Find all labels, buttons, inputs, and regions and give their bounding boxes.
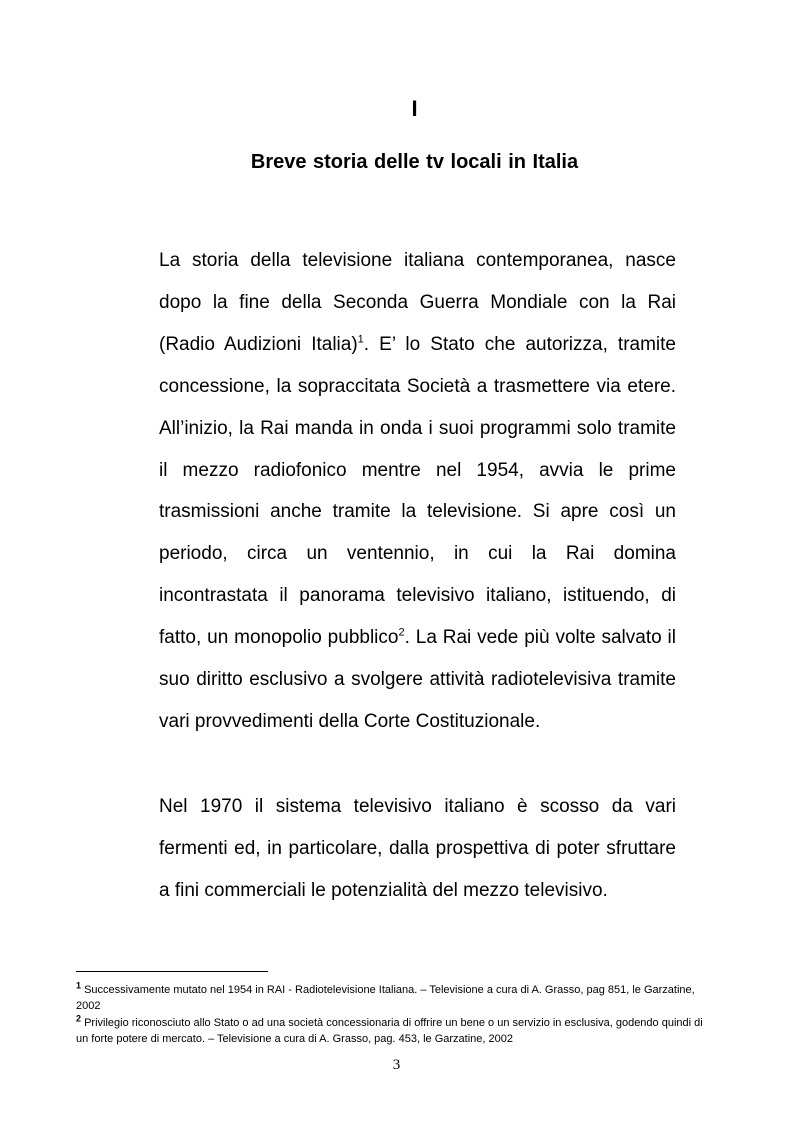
body-paragraph-2: Nel 1970 il sistema televisivo italiano è scosso da vari fermenti ed, in particolare, dalla prospettiva di poter sfruttare a fini commerciali le potenzialità del mezzo televisivo. [159,796,676,901]
body-paragraph-1 [159,240,676,743]
footnote-divider [76,971,268,972]
footnote-mark: 1 [76,980,82,991]
paragraph-text: La storia della televisione italiana contemporanea, nasce dopo la fine della Seconda Guerra Mondiale con la Rai (Radio Audizioni Italia) [159,250,676,355]
footnote-mark: 2 [76,1013,82,1024]
footnote-2 [76,1015,716,1047]
footnote-ref-1: 1 [357,333,364,346]
footnote-ref-2: 2 [398,626,405,639]
footnote-text: Privilegio riconosciuto allo Stato o ad una società concessionaria di offrire un bene o un servizio in esclusiva, godendo quindi di un forte potere di mercato. – Televisione a cura di A. Grasso, pag. 453, le Garzatine, 2002 [76,1017,703,1045]
footnote-text: Successivamente mutato nel 1954 in RAI - Radiotelevisione Italiana. – Televisione a cura di A. Grasso, pag 851, le Garzatine, 2002 [76,984,695,1012]
paragraph-text: . La Rai vede più volte salvato il suo diritto esclusivo a svolgere attività radiotelevisiva tramite vari provvedimenti della Corte Costituzionale. [159,627,676,732]
footnote-1 [76,982,716,1014]
chapter-title: Breve storia delle tv locali in Italia [250,151,579,173]
paragraph-text: . E’ lo Stato che autorizza, tramite concessione, la sopraccitata Società a trasmettere via etere. All’inizio, la Rai manda in onda i suoi programmi solo tramite il mezzo radiofonico mentre nel 1954, avvia le prime trasmissioni anche tramite la televisione. Si apre così un periodo, circa un ventennio, in cui la Rai domina incontrastata il panorama televisivo italiano, istituendo, di fatto, un monopolio pubblico [159,333,677,649]
page-number: 3 [392,1057,401,1073]
chapter-number: I [411,96,418,121]
